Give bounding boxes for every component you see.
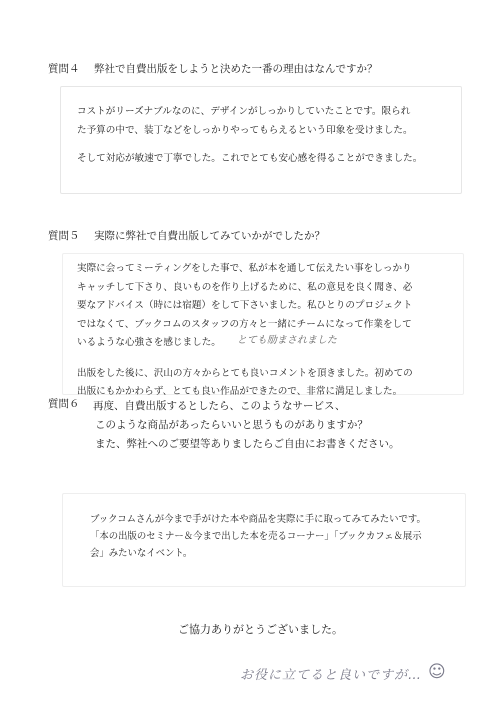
answer-5-line: 出版をした後に、沢山の方々からとても良いコメントを頂きました。初めての [77,367,413,379]
question-4-text: 弊社で自費出版をしようと決めた一番の理由はなんですか？ [94,63,378,75]
answer-5-line: ではなくて、ブックコムのスタッフの方々と一緒にチームになって作業をして [77,318,412,330]
answer-6-line: 「本の出版のセミナー＆今まで出した本を売るコーナー」「ブックカフェ＆展示 [90,531,422,542]
answer-6 [90,511,426,562]
question-6-line: また、弊社へのご要望等ありましたらご自由にお書きください。 [95,438,400,450]
question-6-number: 質問６ [48,398,80,410]
answer-4-line: た予算の中で、装丁などをしっかりやってもらえるという印象を受けました。 [77,124,413,136]
answer-4-line: コストがリーズナブルなのに、デザインがしっかりしていたことです。限られ [77,106,411,117]
question-4-number: 質問４ [48,63,80,75]
handwritten-note: とても励まされました [236,335,337,346]
answer-5-line-text: いるような心強さを感じました。 [77,337,221,348]
question-6-line: 再度、自費出版するとしたら、このようなサービス、 [93,400,346,412]
question-6-line: このような商品があったらいいと思うものがありますか？ [95,419,368,431]
question-4 [48,62,378,77]
smiley-icon: ☺ [428,662,446,682]
answer-6-line: 会」みたいなイベント。 [90,548,193,559]
answer-6-line: ブックコムさんが今まで手がけた本や商品を実際に手に取ってみてみたいです。 [90,514,426,525]
question-5 [48,229,325,244]
question-5-number: 質問５ [48,230,80,242]
answer-4 [77,103,422,169]
answer-5-line: キャッチして下さり、良いものを作り上げるために、私の意見を良く聞き、必 [77,281,413,293]
answer-5-line: 出版にもかかわらず、とても良い作品ができたので、非常に満足しました。 [77,386,403,397]
answer-4-line [77,140,422,150]
answer-5-line: 要なアドバイス（時には宿題）をして下さいました。私ひとりのプロジェクト [77,300,413,311]
answer-4-line: そして対応が敏速で丁寧でした。これでとても安心感を得ることができました。 [77,153,423,164]
answer-5 [77,260,413,402]
question-6 [48,397,94,412]
answer-5-line [77,334,413,353]
answer-5-line [77,353,413,365]
answer-5-line: 実際に会ってミーティングをした事で、私が本を通して伝えたい事をしっかり [77,263,412,274]
question-5-text: 実際に弊社で自費出版してみていかがでしたか？ [94,230,325,242]
handwritten-footer: お役に立てると良いですが… [240,668,423,683]
closing-message: ご協力ありがとうございました。 [178,623,343,636]
question-6-text [93,397,400,454]
